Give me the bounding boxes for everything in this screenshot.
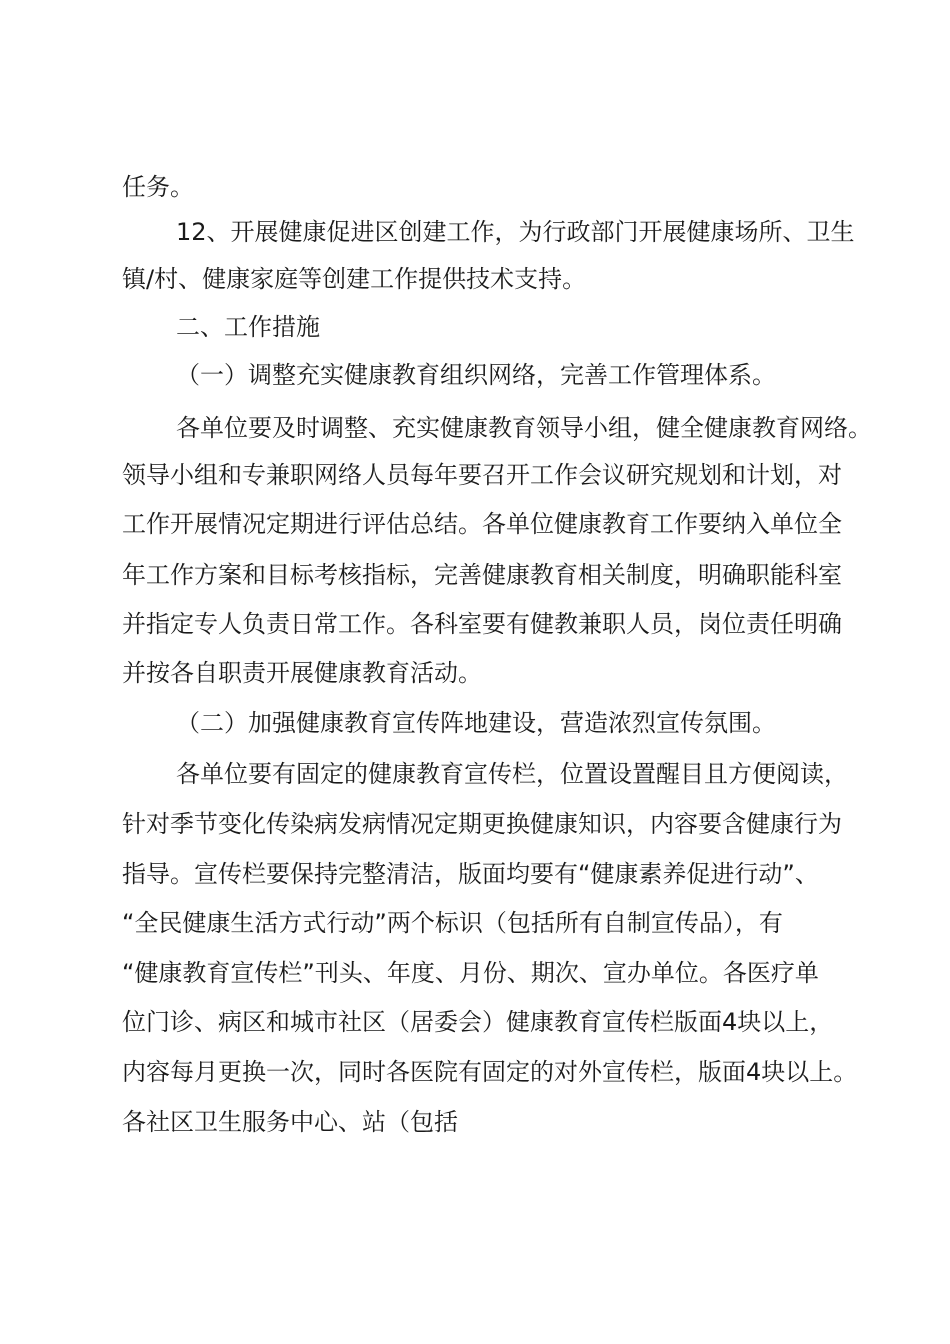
paragraph-line: 内容每月更换一次，同时各医院有固定的对外宣传栏，版面4块以上。 <box>122 1058 858 1086</box>
text-line-continuation: 任务。 <box>122 173 194 201</box>
paragraph-line: 各社区卫生服务中心、站（包括 <box>122 1108 458 1136</box>
paragraph-line: 年工作方案和目标考核指标，完善健康教育相关制度，明确职能科室 <box>122 561 842 589</box>
subsection-heading-1: （一）调整充实健康教育组织网络，完善工作管理体系。 <box>176 361 776 389</box>
paragraph-line: “全民健康生活方式行动”两个标识（包括所有自制宣传品），有 <box>122 909 783 937</box>
paragraph-line: 针对季节变化传染病发病情况定期更换健康知识，内容要含健康行为 <box>122 810 842 838</box>
paragraph-line: 并按各自职责开展健康教育活动。 <box>122 659 482 687</box>
paragraph-line: 工作开展情况定期进行评估总结。各单位健康教育工作要纳入单位全 <box>122 510 842 538</box>
paragraph-line: 各单位要有固定的健康教育宣传栏，位置设置醒目且方便阅读， <box>176 760 848 788</box>
list-item-12: 12、开展健康促进区创建工作，为行政部门开展健康场所、卫生 <box>176 218 855 246</box>
subsection-heading-2: （二）加强健康教育宣传阵地建设，营造浓烈宣传氛围。 <box>176 709 776 737</box>
paragraph-line: 领导小组和专兼职网络人员每年要召开工作会议研究规划和计划，对 <box>122 461 842 489</box>
paragraph-line: 并指定专人负责日常工作。各科室要有健教兼职人员，岗位责任明确 <box>122 610 842 638</box>
paragraph-line: 指导。宣传栏要保持完整清洁，版面均要有“健康素养促进行动”、 <box>122 860 819 888</box>
paragraph-line: 各单位要及时调整、充实健康教育领导小组，健全健康教育网络。 <box>176 414 872 442</box>
paragraph-line: “健康教育宣传栏”刊头、年度、月份、期次、宣办单位。各医疗单 <box>122 959 819 987</box>
text-line: 镇/村、健康家庭等创建工作提供技术支持。 <box>122 265 587 293</box>
section-heading: 二、工作措施 <box>176 313 320 341</box>
paragraph-line: 位门诊、病区和城市社区（居委会）健康教育宣传栏版面4块以上， <box>122 1008 834 1036</box>
